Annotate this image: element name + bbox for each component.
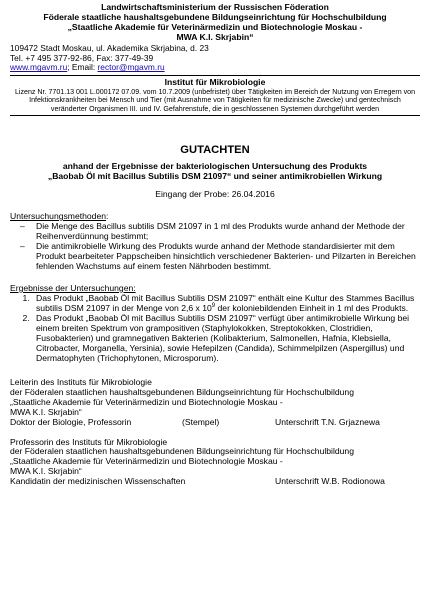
signature-block-2 xyxy=(10,438,420,488)
result-1-text: Das Produkt „Baobab Öl mit Bacillus Subtilis DSM 21097“ enthält eine Kultur des Stammes Bacillus subtilis DSM 21097 in der Menge von 2,6 x 10 xyxy=(36,292,415,313)
result-1-exponent: 9 xyxy=(211,302,216,309)
signatory-2-row xyxy=(10,477,420,487)
academy-name-cont: MWA K.I. Skrjabin“ xyxy=(176,31,254,42)
signatory-2-academy-cont: MWA K.I. Skrjabin“ xyxy=(10,466,82,477)
academy-name: „Staatliche Akademie für Veterinärmedizin und Biotechnologie Moskau - xyxy=(67,21,363,32)
methods-heading-text: Untersuchungsmethoden xyxy=(10,211,107,222)
street-address: 109472 Stadt Moskau, ul. Akademika Skrjabina, d. 23 xyxy=(10,42,209,53)
signatory-1-signature: Unterschrift T.N. Grjaznewa xyxy=(275,416,380,427)
sample-receipt-date: Eingang der Probe: 26.04.2016 xyxy=(155,189,275,200)
address-block xyxy=(10,44,420,73)
subtitle-line-1: anhand der Ergebnisse der bakteriologischen Untersuchung des Produkts xyxy=(62,161,368,172)
signatory-1-role: Doktor der Biologie, Professorin xyxy=(10,416,132,427)
ministry-name: Landwirtschaftsministerium der Russischen Föderation xyxy=(101,2,329,12)
document-title: GUTACHTEN xyxy=(180,144,250,157)
license-text: Lizenz Nr. 7701.13 001 L.000172 07.09. vom 10.7.2009 (unbefristet) über Tätigkeiten im Bereich der Nutzung von Erregern von Infektionskrankheiten bei Mensch und Tier (mit Ausnahme von Tätigkeiten für medizinische Zwecke) und gentechnisch veränderter Organismen III. und IV. Gefahrenstufe, die in geschlossenen Systemen durchgeführt werden xyxy=(14,88,416,113)
result-1-text-end: der koloniebildenden Einheit in 1 ml des Produkts. xyxy=(215,302,409,313)
signatory-1-institution: der Föderalen staatlichen haushaltsgebundenen Bildungseinrichtung für Hochschulbildung xyxy=(10,386,354,397)
stamp-label: (Stempel) xyxy=(182,416,220,427)
signatory-2-title: Professorin des Instituts für Mikrobiologie xyxy=(10,436,168,447)
signatory-1-row xyxy=(10,418,420,428)
signature-block-1 xyxy=(10,378,420,428)
institution-type: Föderale staatliche haushaltsgebundene Bildungseinrichtung für Hochschulbildung xyxy=(43,11,387,22)
website-link[interactable]: www.mgavm.ru xyxy=(10,62,68,73)
signatory-2-role: Kandidatin der medizinischen Wissenschaften xyxy=(10,476,186,487)
document-subtitle xyxy=(10,162,420,182)
methods-list xyxy=(10,222,420,272)
institute-name: Institut für Mikrobiologie xyxy=(164,77,266,88)
results-list xyxy=(10,294,420,364)
email-label: ; Email: xyxy=(67,62,98,73)
results-heading: Ergebnisse der Untersuchungen: xyxy=(10,282,136,293)
letterhead xyxy=(10,3,420,43)
header-divider xyxy=(10,75,420,76)
phone-fax: Tel. +7 495 377-92-86, Fax: 377-49-39 xyxy=(10,52,154,63)
subtitle-line-2: „Baobab Öl mit Bacillus Subtilis DSM 21097“ und seiner antimikrobiellen Wirkung xyxy=(47,171,383,182)
list-item: – Die Menge des Bacillus subtilis DSM 21097 in 1 ml des Produkts wurde anhand der Methode der Reihenverdünnung bestimmt; xyxy=(20,222,420,242)
signatory-2-signature: Unterschrift W.B. Rodionowa xyxy=(275,476,385,487)
signatory-2-academy: „Staatliche Akademie für Veterinärmedizin und Biotechnologie Moskau - xyxy=(10,456,283,467)
list-item: – Die antimikrobielle Wirkung des Produkts wurde anhand der Methode standardisierter mit dem Produkt bearbeiteter Pappscheiben hinsichtlich verschiedener Bakterien- und Pilzarten in Bereichen fehlenden Wachstums auf einem festen Nährboden bestimmt. xyxy=(20,242,420,272)
signatory-1-title: Leiterin des Instituts für Mikrobiologie xyxy=(10,376,152,387)
contact-line xyxy=(10,63,420,73)
list-item: 2. Das Produkt „Baobab Öl mit Bacillus Subtilis DSM 21097“ verfügt über antimikrobielle Wirkung bei einem breiten Spektrum von grampositiven (Staphylokokken, Streptokokken, Clostridien, Fusobakterien) und gramnegativen Bakterien (Kolibakterium, Salmonellen, Hafnia, Klebsiella, Citrobacter, Morganella, Yersinia), sowie Hefepilzen (Candida), Schimmelpilzen (Aspergillus) und Dermatophyten (Trichophytonen, Microsporum). xyxy=(32,314,420,364)
signatory-1-academy-cont: MWA K.I. Skrjabin“ xyxy=(10,406,82,417)
email-link[interactable]: rector@mgavm.ru xyxy=(97,62,165,73)
signatory-2-institution: der Föderalen staatlichen haushaltsgebundenen Bildungseinrichtung für Hochschulbildung xyxy=(10,446,354,457)
license-divider xyxy=(10,115,420,116)
methods-heading-colon: : xyxy=(106,211,109,222)
list-item xyxy=(32,294,420,314)
signatory-1-academy: „Staatliche Akademie für Veterinärmedizin und Biotechnologie Moskau - xyxy=(10,396,283,407)
